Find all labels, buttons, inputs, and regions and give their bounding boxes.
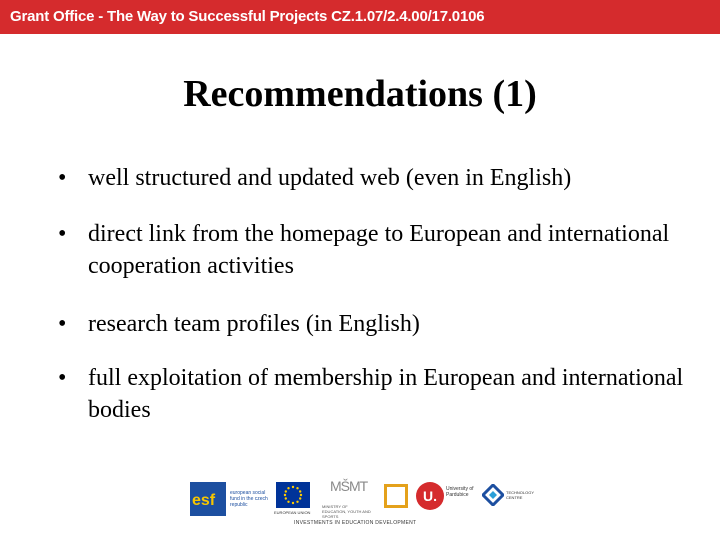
bullet-item (58, 308, 698, 340)
eu-flag-icon (276, 482, 310, 508)
bullet-item (58, 218, 698, 282)
technology-centre-caption: TECHNOLOGY CENTRE (506, 490, 534, 500)
bullet-dot: • (58, 221, 67, 247)
header-bar (0, 0, 720, 34)
bullet-dot: • (58, 165, 67, 191)
bullet-list (58, 162, 698, 426)
sponsor-logo-strip (190, 478, 534, 528)
eu-caption: EUROPEAN UNION (274, 510, 311, 515)
eu-stars-icon (276, 482, 310, 508)
esf-logo-text: esf (192, 492, 216, 509)
slide-title: Recommendations (1) (183, 73, 537, 115)
university-caption: University of Pardubice (446, 486, 474, 498)
esf-caption: european social fund in the czech republic (230, 490, 268, 508)
bullet-text: well structured and updated web (even in English) (88, 165, 572, 191)
bullet-dot: • (58, 311, 67, 337)
bullet-text: research team profiles (in English) (88, 311, 420, 337)
bullet-text: full exploitation of membership in European and international bodies (88, 365, 684, 423)
msmt-logo-icon: MŠMT (330, 478, 368, 494)
bullet-text: direct link from the homepage to European and international cooperation activities (88, 221, 670, 279)
bullet-dot: • (58, 365, 67, 391)
bullet-item (58, 362, 698, 426)
msmt-caption: MINISTRY OF EDUCATION, YOUTH AND SPORTS (322, 504, 371, 519)
investments-caption: INVESTMENTS IN EDUCATION DEVELOPMENT (294, 520, 417, 526)
technology-centre-logo-icon (482, 484, 504, 506)
gold-frame-logo-icon (384, 484, 408, 508)
bullet-item (58, 162, 698, 194)
header-title: Grant Office - The Way to Successful Projects CZ.1.07/2.4.00/17.0106 (10, 8, 485, 25)
university-logo-icon: U. (416, 482, 444, 510)
